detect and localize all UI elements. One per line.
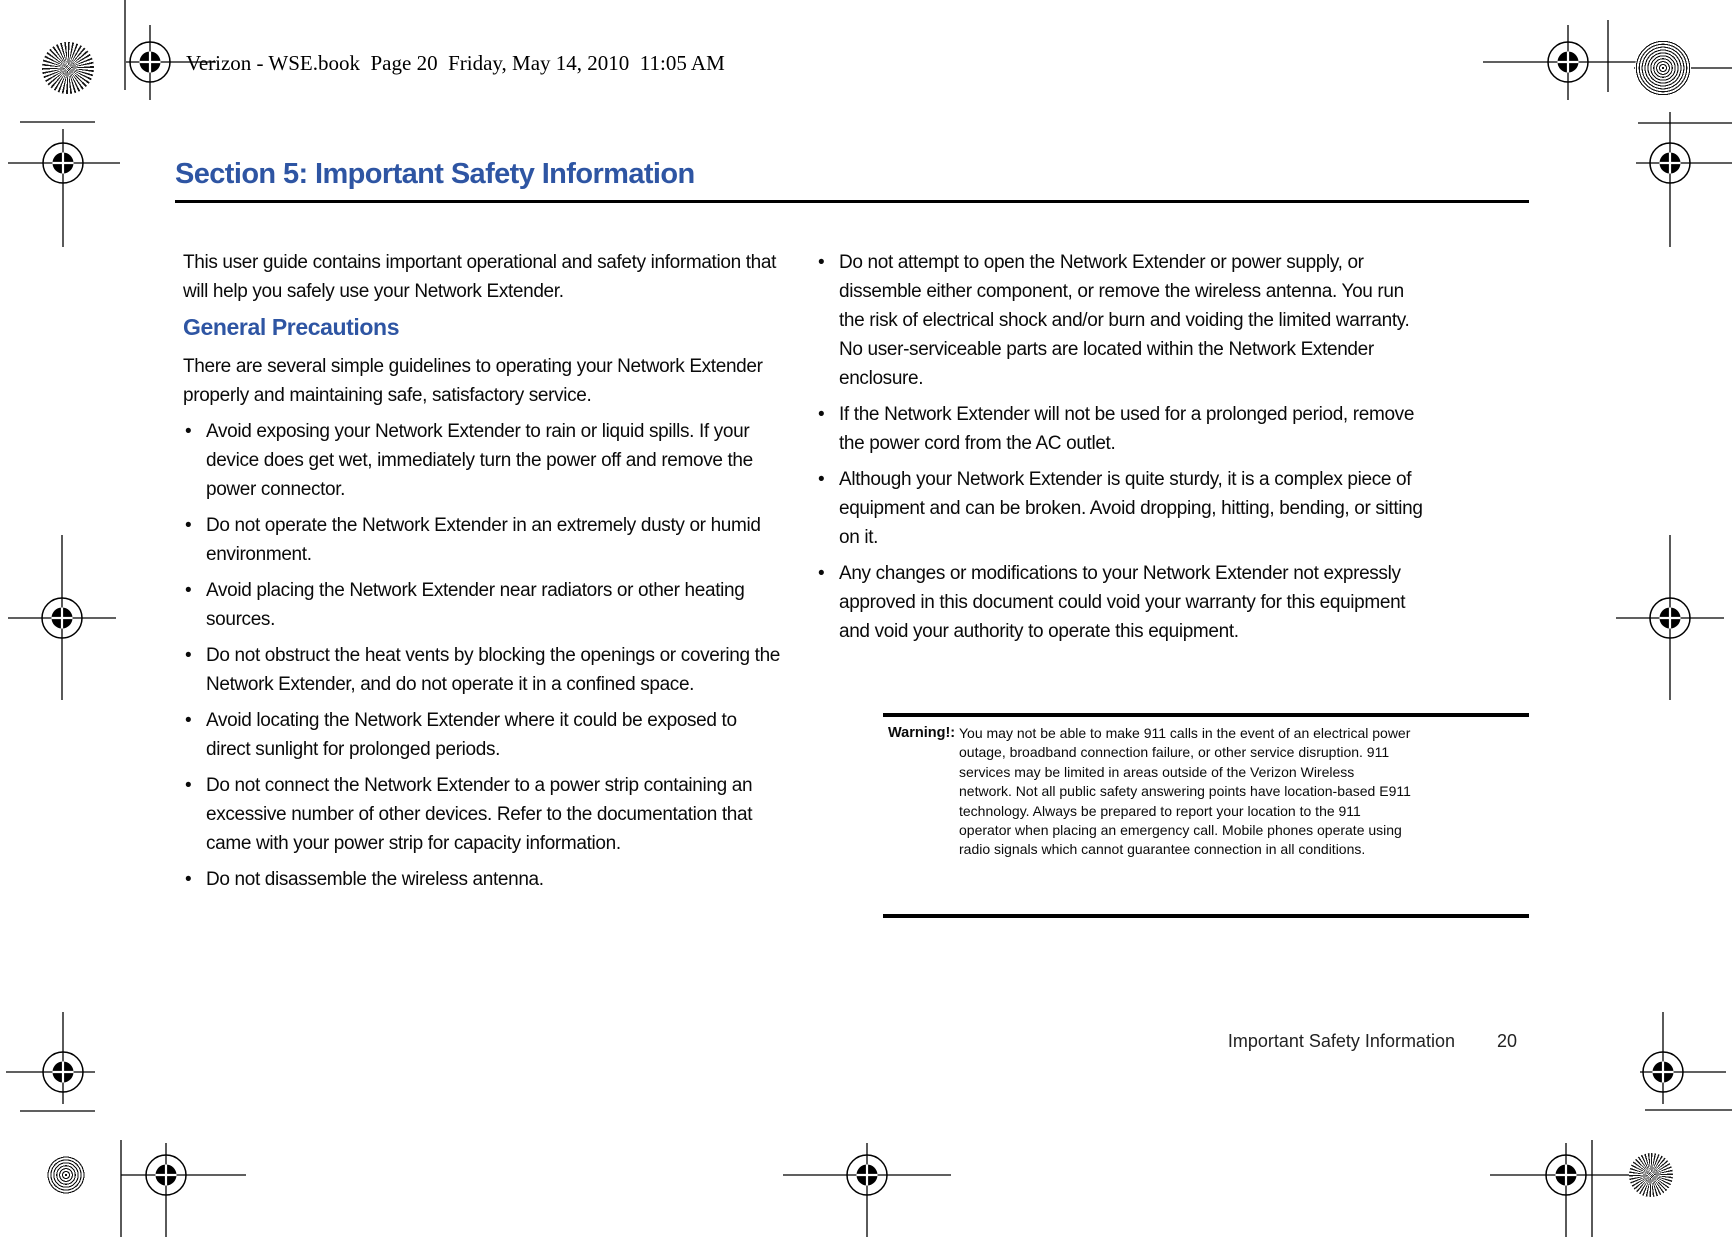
footer-page-number: 20 [1496, 1031, 1517, 1051]
right-column [816, 248, 1434, 653]
bullet-item: • Any changes or modifications to your Network Extender not expressly approved in this document could void your warranty for this equipment and void your authority to operate this equipment. [816, 559, 1434, 646]
bullet-item: • Avoid placing the Network Extender near radiators or other heating sources. [183, 576, 783, 634]
moire-mark [1635, 40, 1691, 96]
print-header: Verizon - WSE.book Page 20 Friday, May 14, 2010 11:05 AM [186, 51, 725, 75]
general-precautions-heading: General Precautions [183, 314, 400, 340]
warning-top-rule [883, 713, 1529, 717]
precautions-lead: There are several simple guidelines to operating your Network Extender properly and maintaining safe, satisfactory service. [183, 356, 763, 406]
starburst-mark [1629, 1153, 1673, 1197]
starburst-mark [42, 42, 94, 94]
bullet-item: • Do not connect the Network Extender to a power strip containing an excessive number of other devices. Refer to the documentation that came with your power strip for capacity information. [183, 771, 783, 858]
bullet-item: • Do not obstruct the heat vents by blocking the openings or covering the Network Extender, and do not operate it in a confined space. [183, 641, 783, 699]
title-rule [175, 200, 1529, 203]
page-title: Section 5: Important Safety Information [175, 158, 695, 190]
bullet-item: • Do not operate the Network Extender in an extremely dusty or humid environment. [183, 511, 783, 569]
warning-label: Warning!: [888, 725, 956, 741]
left-column [183, 248, 783, 901]
warning-note [883, 713, 1529, 918]
bullet-item: • Although your Network Extender is quite sturdy, it is a complex piece of equipment and can be broken. Avoid dropping, hitting, bending, or sitting on it. [816, 465, 1434, 552]
bullet-item: • Do not attempt to open the Network Extender or power supply, or dissemble either component, or remove the wireless antenna. You run the risk of electrical shock and/or burn and voiding the limited warranty. No user-serviceable parts are located within the Network Extender enclosure. [816, 248, 1434, 393]
precautions-list-right [816, 248, 1434, 646]
precautions-list-left [183, 417, 783, 894]
intro-paragraph: This user guide contains important operational and safety information that will help you safely use your Network Extender. [183, 252, 777, 302]
bullet-item: • If the Network Extender will not be used for a prolonged period, remove the power cord from the AC outlet. [816, 400, 1434, 458]
warning-text: You may not be able to make 911 calls in the event of an electrical power outage, broadband connection failure, or other service disruption. 911 services may be limited in areas outside of the Verizon Wireless network. Not all public safety answering points have location-based E911 technology. Always be prepared to report your location to the 911 operator when placing an emergency call. Mobile phones operate using radio signals which cannot guarantee connection in all conditions. [959, 725, 1411, 858]
moire-mark [46, 1155, 86, 1195]
warning-bottom-rule [883, 914, 1529, 918]
bullet-item: • Avoid locating the Network Extender where it could be exposed to direct sunlight for prolonged periods. [183, 706, 783, 764]
warning-body [883, 724, 1529, 860]
bullet-item: • Do not disassemble the wireless antenna. [183, 865, 783, 894]
bullet-item: • Avoid exposing your Network Extender to rain or liquid spills. If your device does get wet, immediately turn the power off and remove the power connector. [183, 417, 783, 504]
page-footer [1228, 1031, 1517, 1052]
footer-section-label: Important Safety Information [1227, 1031, 1455, 1051]
